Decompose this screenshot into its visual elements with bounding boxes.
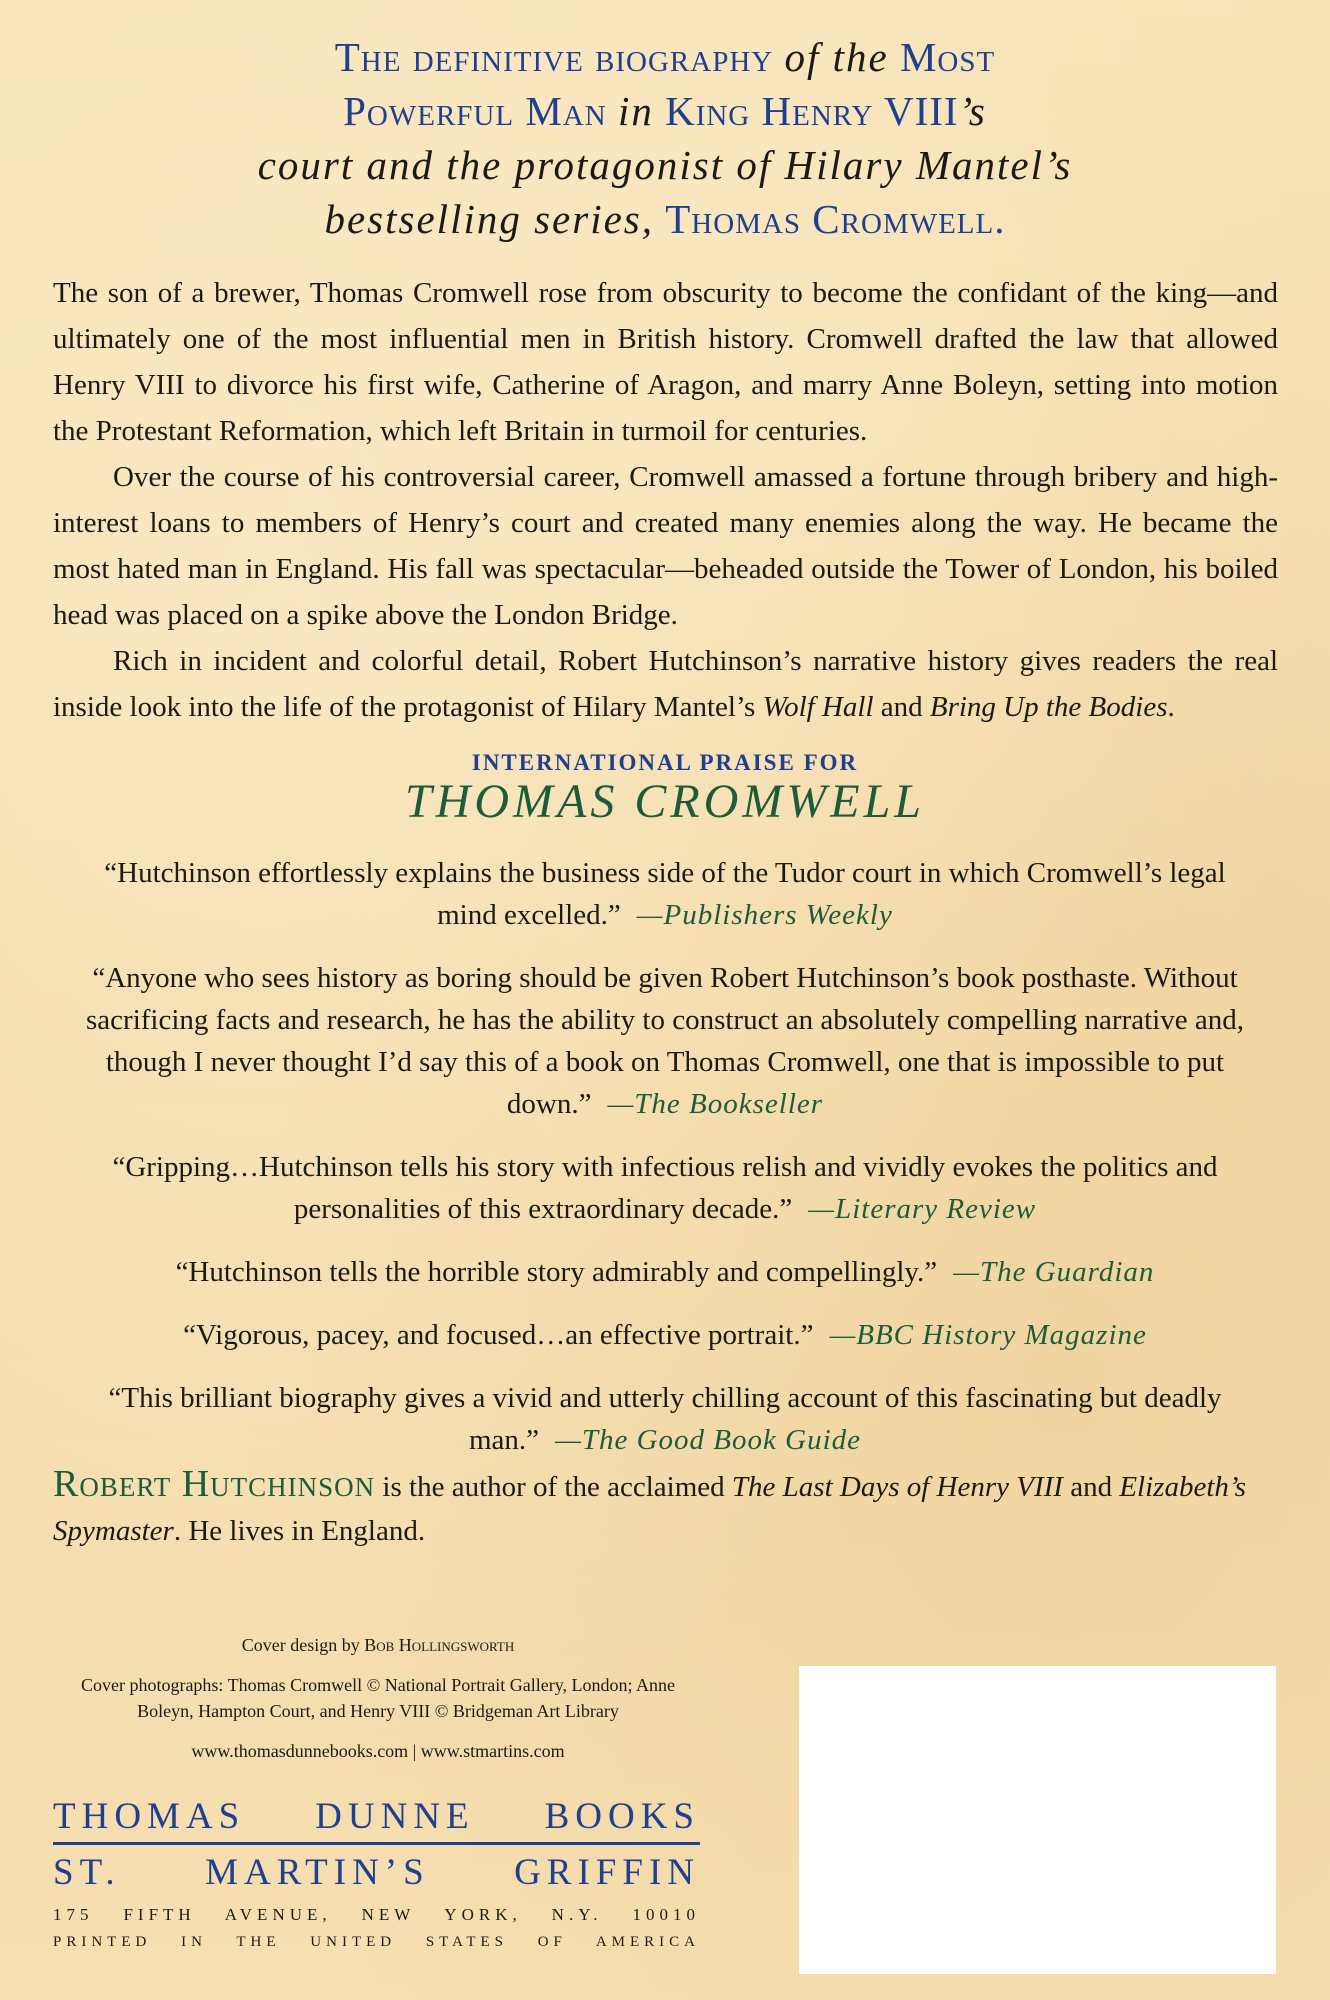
review-quote: “This brilliant biography gives a vivid and utterly chilling account of this fascinating but deadly man.” —The Good Book Guide (108, 1382, 1222, 1456)
publisher-address: 175 FIFTH AVENUE, NEW YORK, N.Y. 10010 (53, 1905, 700, 1924)
imprint-thomas-dunne: THOMAS DUNNE BOOKS (53, 1796, 700, 1837)
cover-photo-credit: Cover photographs: Thomas Cromwell © National Portrait Gallery, London; Anne Boleyn, Hampton Court, and Henry VIII © Bridgeman Art Library (80, 1675, 676, 1721)
author-name: Robert Hutchinson (53, 1463, 376, 1505)
book-title: Wolf Hall (762, 691, 874, 723)
printed-in: PRINTED IN THE UNITED STATES OF AMERICA (53, 1934, 700, 1950)
imprint-st-martins: ST. MARTIN’S GRIFFIN (53, 1852, 700, 1893)
review-quote: “Gripping…Hutchinson tells his story with infectious relish and vividly evokes the politics and personalities of this extraordinary decade.” —Literary Review (112, 1151, 1218, 1225)
headline-line-3: court and the protagonist of Hilary Mantel’s (257, 142, 1073, 188)
description-paragraph: The son of a brewer, Thomas Cromwell rose from obscurity to become the confidant of the king—and ultimately one of the most influential men in British history. Cromwell drafted the law that allowed Henry VIII to divorce his first wife, Catherine of Aragon, and marry Anne Boleyn, setting into motion the Protestant Reformation, which left Britain in turmoil for centuries. (53, 277, 1278, 447)
review-source: —The Bookseller (607, 1088, 824, 1120)
review-source: —Publishers Weekly (636, 899, 893, 931)
headline-line-2: Powerful Man in King Henry VIII’s (343, 88, 987, 134)
praise-kicker: INTERNATIONAL PRAISE FOR (471, 750, 859, 775)
praise-heading (0, 750, 1330, 828)
credits (53, 1632, 703, 1778)
review-quote: “Anyone who sees history as boring should be given Robert Hutchinson’s book posthaste. Without sacrificing facts and research, he has the ability to construct an absolutely compelling narrative and, though I never thought I’d say this of a book on Thomas Cromwell, one that is impossible to put down.” —The Bookseller (86, 962, 1244, 1120)
review-source: —The Guardian (953, 1256, 1155, 1288)
praise-title: THOMAS CROMWELL (404, 775, 925, 828)
book-title: The Last Days of Henry VIII (731, 1471, 1063, 1503)
book-description (53, 270, 1278, 730)
publisher-urls[interactable]: www.thomasdunnebooks.com | www.stmartins.com (191, 1741, 565, 1761)
barcode-placeholder (799, 1666, 1276, 1974)
headline (0, 30, 1330, 246)
description-paragraph: Over the course of his controversial career, Cromwell amassed a fortune through bribery and high-interest loans to members of Henry’s court and created many enemies along the way. He became the most hated man in England. His fall was spectacular—beheaded outside the Tower of London, his boiled head was placed on a spike above the London Bridge. (53, 461, 1278, 631)
review-source: —Literary Review (808, 1193, 1037, 1225)
headline-line-1: The definitive biography of the Most (334, 34, 996, 80)
author-bio: Robert Hutchinson is the author of the acclaimed The Last Days of Henry VIII and Elizabeth’s Spymaster. He lives in England. (53, 1463, 1247, 1547)
book-title: Elizabeth’s Spymaster (53, 1471, 1247, 1547)
divider (53, 1842, 700, 1845)
book-title: Bring Up the Bodies (929, 691, 1168, 723)
review-source: —The Good Book Guide (555, 1424, 861, 1456)
cover-design-credit: Cover design by Bob Hollingsworth (241, 1635, 515, 1655)
description-paragraph: Rich in incident and colorful detail, Robert Hutchinson’s narrative history gives readers the real inside look into the life of the protagonist of Hilary Mantel’s Wolf Hall and Bring Up the Bodies. (53, 645, 1278, 723)
review-source: —BBC History Magazine (829, 1319, 1147, 1351)
review-quote: “Hutchinson tells the horrible story admirably and compellingly.” —The Guardian (175, 1256, 1155, 1288)
publisher-block (53, 1795, 700, 1955)
praise-quotes (80, 852, 1250, 1482)
review-quote: “Hutchinson effortlessly explains the business side of the Tudor court in which Cromwell’s legal mind excelled.” —Publishers Weekly (104, 857, 1226, 931)
review-quote: “Vigorous, pacey, and focused…an effective portrait.” —BBC History Magazine (183, 1319, 1147, 1351)
headline-line-4: bestselling series, Thomas Cromwell. (324, 196, 1006, 242)
